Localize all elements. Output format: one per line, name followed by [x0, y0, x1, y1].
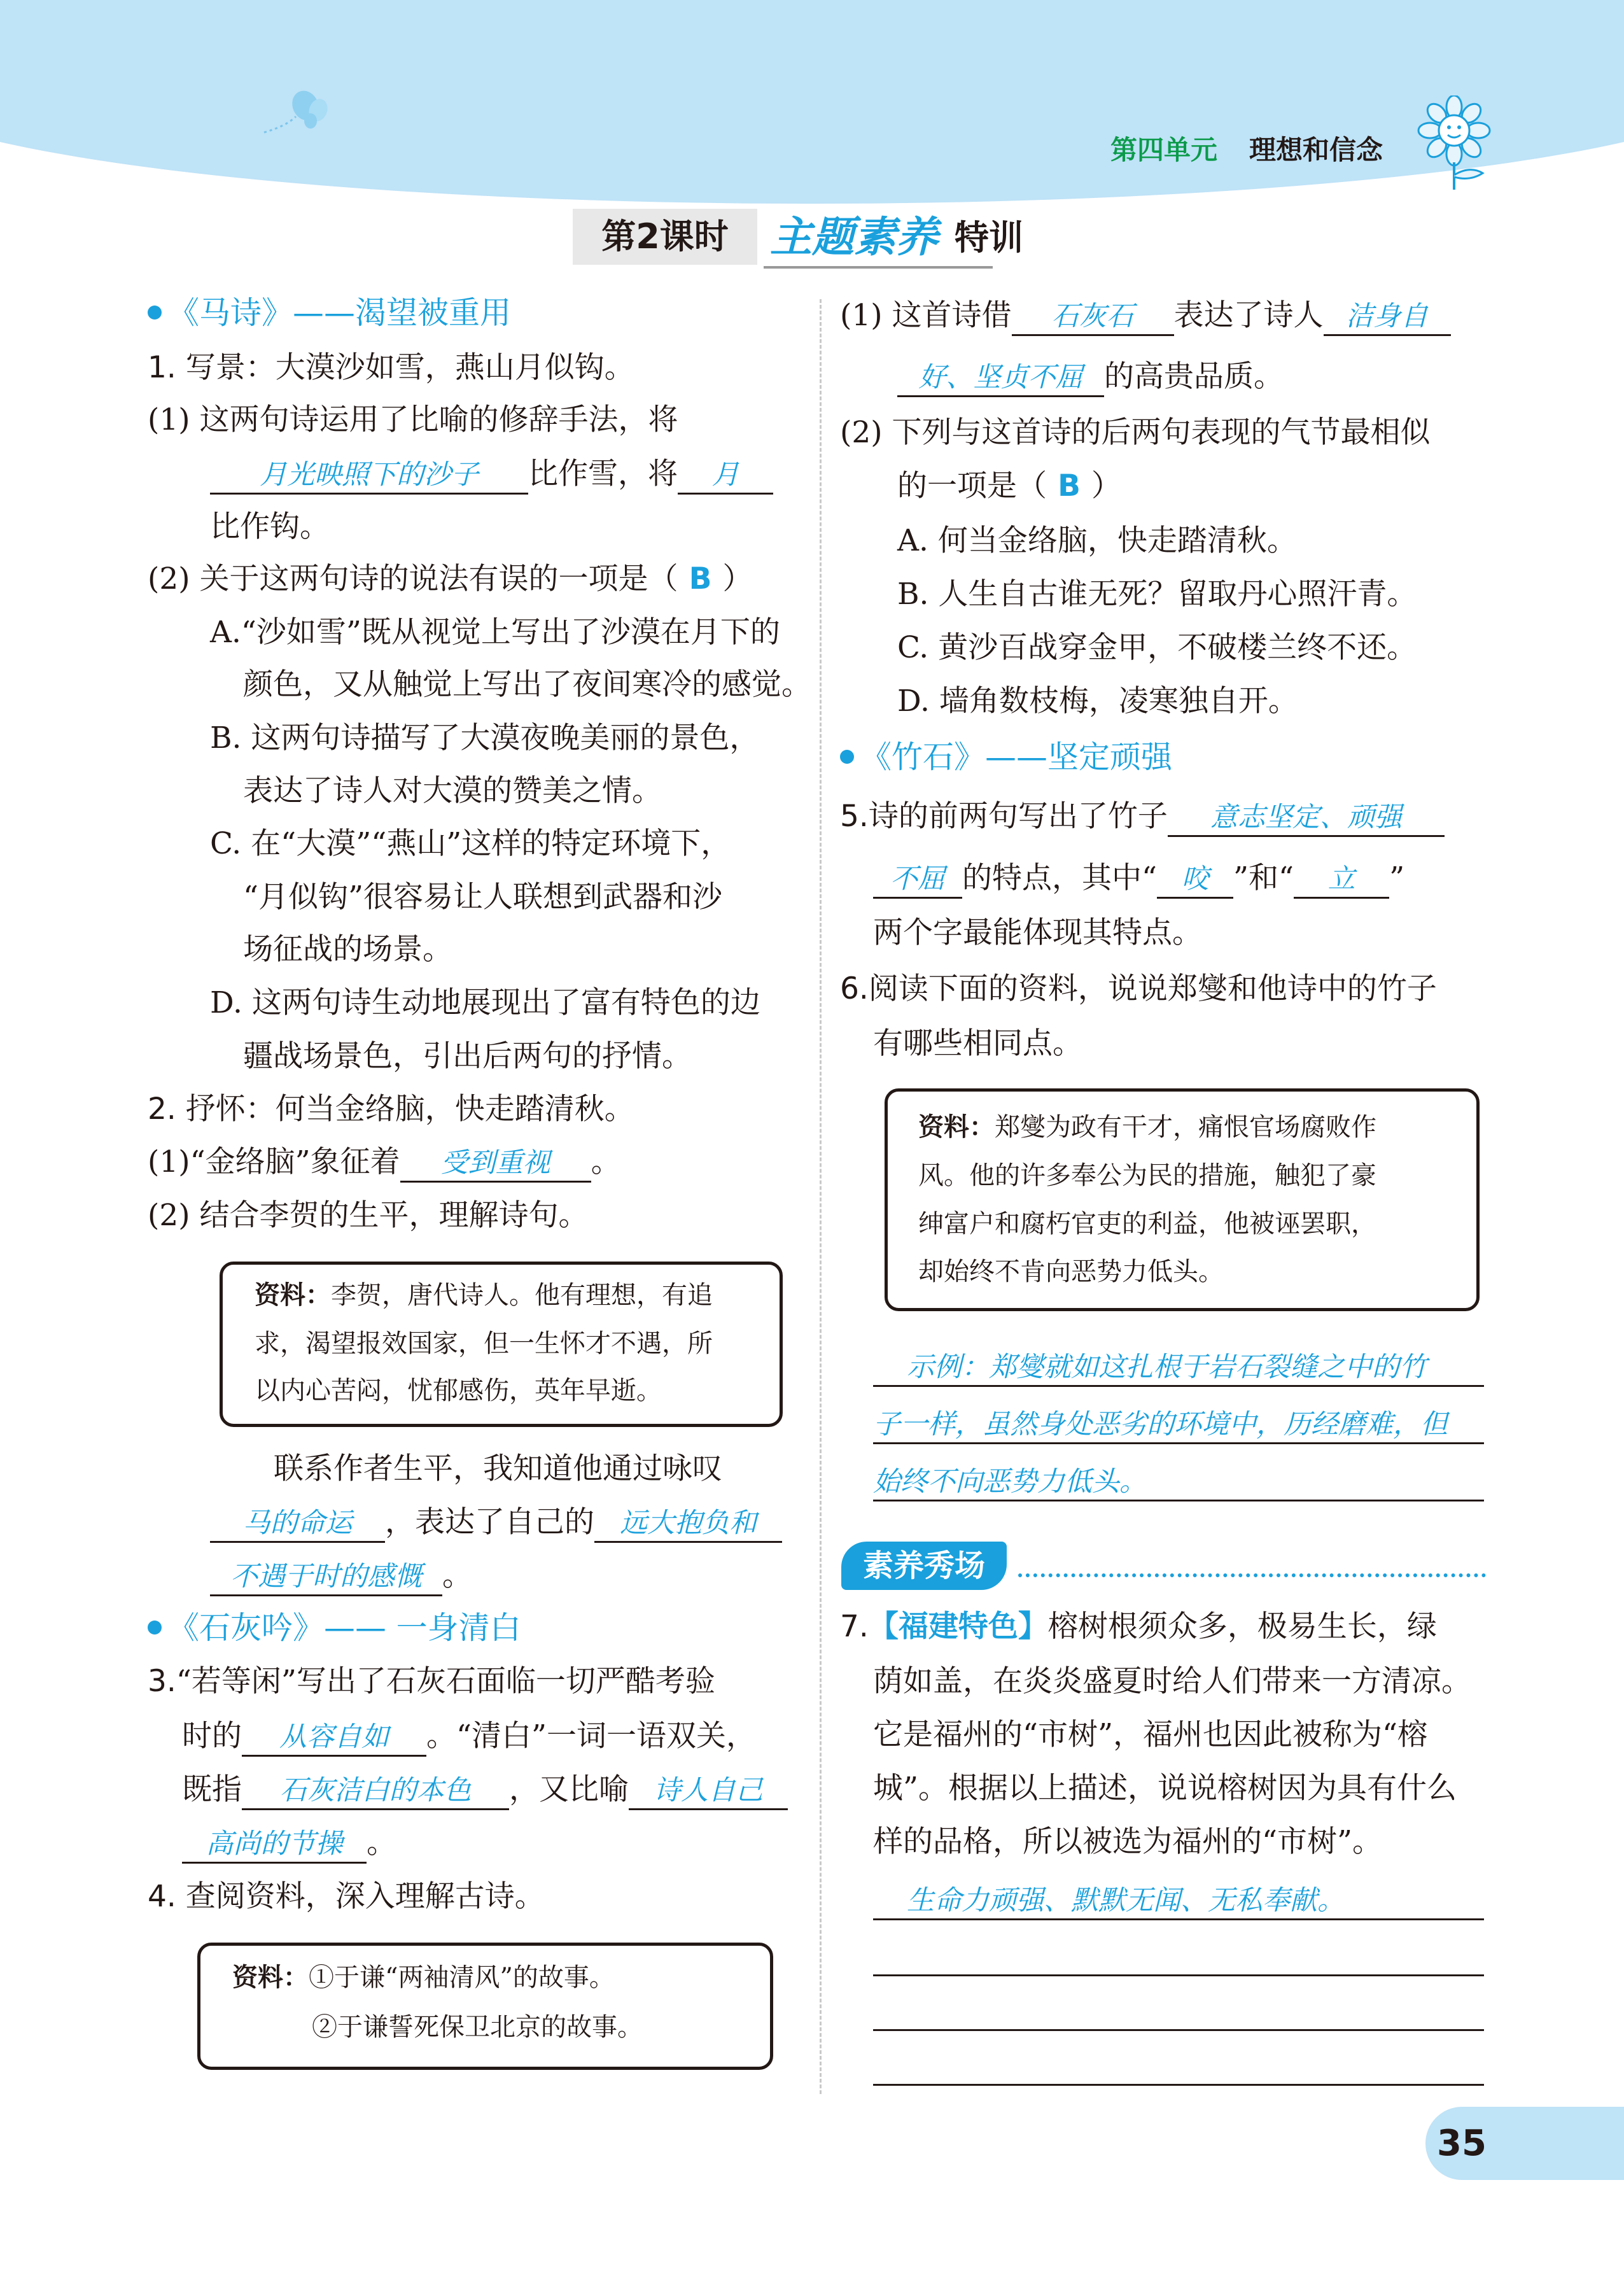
right-option-b: B. 人生自古谁无死？留取丹心照汗青。 — [897, 577, 1417, 612]
material-box-li-he: 资料：李贺，唐代诗人。他有理想，有追 求，渴望报效国家，但一生怀才不遇，所 以内心苦闷，忧郁感伤，英年早逝。 — [220, 1262, 783, 1427]
answer-q6-line-2: 子一样，虽然身处恶劣的环境中，历经磨难，但 — [873, 1409, 1448, 1440]
question-2-2: (2) 结合李贺的生平，理解诗句。 — [148, 1198, 589, 1233]
section-title-shi-hui-yin: 《石灰吟》—— 一身清白 — [148, 1609, 521, 1647]
answer-q6-line-3: 始终不向恶势力低头。 — [873, 1466, 1147, 1498]
question-1-1-end: 比作钩。 — [210, 509, 330, 544]
question-4-stem: 4. 查阅资料，深入理解古诗。 — [148, 1879, 545, 1914]
right-option-a: A. 何当金络脑，快走踏清秋。 — [897, 523, 1297, 558]
question-2-1: (1)“金络脑”象征着 受到重视 。 — [148, 1143, 621, 1183]
question-5-line-2: 不屈 的特点，其中“ 咬 ”和“ 立 ” — [873, 859, 1404, 899]
question-5-line-1: 5.诗的前两句写出了竹子 意志坚定、顽强 — [840, 798, 1445, 837]
sunflower-icon — [1416, 95, 1502, 191]
bullet-icon — [148, 306, 162, 320]
answer-blank[interactable]: 月光映照下的沙子 — [210, 457, 528, 495]
question-7-line-3: 它是福州的“市树”，福州也因此被称为“榕 — [873, 1717, 1428, 1752]
answer-blank[interactable]: 从容自如 — [242, 1719, 426, 1757]
choice-answer[interactable]: B — [1058, 468, 1081, 503]
question-2-3-line-1: 联系作者生平，我知道他通过咏叹 — [274, 1451, 722, 1486]
answer-blank[interactable]: 咬 — [1157, 861, 1233, 899]
answer-blank[interactable]: 诗人自己 — [629, 1773, 788, 1810]
right-option-c: C. 黄沙百战穿金甲，不破楼兰终不还。 — [897, 630, 1417, 665]
lesson-training: 特训 — [955, 218, 1023, 258]
question-7-line-4: 城”。根据以上描述，说说榕树因为具有什么 — [873, 1771, 1457, 1806]
answer-blank[interactable]: 受到重视 — [400, 1145, 591, 1183]
answer-blank[interactable]: 洁身自 — [1324, 299, 1451, 336]
option-a-line-1: A.“沙如雪”既从视觉上写出了沙漠在月下的 — [210, 615, 780, 650]
answer-q6-line-1: 示例：郑燮就如这扎根于岩石裂缝之中的竹 — [907, 1351, 1427, 1383]
option-c-line-1: C. 在“大漠”“燕山”这样的特定环境下， — [210, 826, 731, 861]
right-q2: (2) 下列与这首诗的后两句表现的气节最相似 — [840, 415, 1431, 450]
question-3-line-2: 时的 从容自如 。“清白”一词一语双关， — [182, 1717, 756, 1757]
lesson-heading — [573, 204, 1044, 271]
question-6-line-2: 有哪些相同点。 — [873, 1026, 1082, 1061]
question-1-2: (2) 关于这两句诗的说法有误的一项是（ B ） — [148, 560, 753, 598]
answer-q7: 生命力顽强、默默无闻、无私奉献。 — [907, 1885, 1345, 1916]
answer-line[interactable] — [873, 1918, 1484, 1920]
answer-blank[interactable]: 高尚的节操 — [182, 1826, 367, 1864]
bullet-icon — [148, 1621, 162, 1635]
answer-blank[interactable]: 不遇于时的感慨 — [210, 1559, 442, 1596]
question-3-line-1: 3.“若等闲”写出了石灰石面临一切严酷考验 — [148, 1664, 715, 1699]
question-6-line-1: 6.阅读下面的资料，说说郑燮和他诗中的竹子 — [840, 971, 1437, 1006]
answer-line[interactable] — [873, 1442, 1484, 1444]
option-c-line-2: “月似钩”很容易让人联想到武器和沙 — [243, 880, 723, 915]
question-3-line-3: 既指 石灰洁白的本色 ，又比喻 诗人自己 — [182, 1771, 788, 1810]
option-d-line-1: D. 这两句诗生动地展现出了富有特色的边 — [210, 985, 760, 1020]
option-c-line-3: 场征战的场景。 — [243, 932, 452, 967]
answer-line[interactable] — [873, 2029, 1484, 2031]
choice-answer[interactable]: B — [689, 561, 712, 596]
question-3-line-4: 高尚的节操 。 — [182, 1824, 396, 1864]
answer-blank[interactable]: 月 — [678, 457, 773, 495]
header-band — [0, 0, 1624, 204]
right-q2-line-2: 的一项是（ B ） — [897, 467, 1121, 505]
lesson-tag: 第2课时 — [573, 209, 757, 265]
question-5-line-3: 两个字最能体现其特点。 — [873, 915, 1202, 950]
answer-line[interactable] — [873, 2084, 1484, 2086]
butterfly-icon — [261, 81, 331, 142]
section-title-zhu-shi: 《竹石》——坚定顽强 — [840, 738, 1172, 777]
question-2-stem: 2. 抒怀：何当金络脑，快走踏清秋。 — [148, 1092, 634, 1127]
showcase-tag: 素养秀场 — [841, 1542, 1007, 1590]
answer-blank[interactable]: 立 — [1294, 861, 1389, 899]
answer-blank[interactable]: 好、坚贞不屈 — [897, 360, 1104, 397]
question-1-1: (1) 这两句诗运用了比喻的修辞手法，将 — [148, 402, 678, 437]
option-d-line-2: 疆战场景色，引出后两句的抒情。 — [243, 1039, 692, 1074]
lesson-theme: 主题素养 — [770, 213, 938, 262]
material-box-zheng-xie: 资料：郑燮为政有干才，痛恨官场腐败作 风。他的许多奉公为民的措施，触犯了豪 绅富户和腐朽官吏的利益，他被诬罢职， 却始终不肯向恶势力低头。 — [885, 1088, 1480, 1311]
question-1-1-blanks: 月光映照下的沙子 比作雪，将 月 — [210, 455, 773, 495]
answer-line[interactable] — [873, 1385, 1484, 1387]
answer-line[interactable] — [873, 1500, 1484, 1501]
answer-blank[interactable]: 马的命运 — [210, 1505, 385, 1543]
question-7-line-1: 7.【福建特色】榕树根须众多，极易生长，绿 — [840, 1609, 1437, 1644]
option-a-line-2: 颜色，又从触觉上写出了夜间寒冷的感觉。 — [243, 667, 811, 702]
question-7-line-2: 荫如盖，在炎炎盛夏时给人们带来一方清凉。 — [873, 1664, 1471, 1699]
answer-blank[interactable]: 不屈 — [873, 861, 962, 899]
answer-blank[interactable]: 远大抱负和 — [594, 1505, 782, 1543]
unit-title: 理想和信念 — [1249, 134, 1383, 165]
bullet-icon — [840, 750, 854, 764]
material-box-yu-qian: 资料：①于谦“两袖清风”的故事。 ②于谦誓死保卫北京的故事。 — [197, 1943, 773, 2070]
question-2-3-line-2: 马的命运 ，表达了自己的 远大抱负和 — [210, 1503, 782, 1543]
answer-blank[interactable]: 石灰洁白的本色 — [242, 1773, 509, 1810]
question-1-stem: 1. 写景：大漠沙如雪，燕山月似钩。 — [148, 350, 634, 385]
answer-blank[interactable]: 意志坚定、顽强 — [1168, 799, 1445, 837]
column-divider — [820, 299, 822, 2094]
option-b-line-1: B. 这两句诗描写了大漠夜晚美丽的景色， — [210, 721, 760, 756]
lesson-underline — [764, 266, 993, 269]
showcase-divider — [1018, 1573, 1486, 1577]
question-7-line-5: 样的品格，所以被选为福州的“市树”。 — [873, 1824, 1383, 1859]
unit-label: 第四单元 — [1110, 134, 1218, 165]
section-title-ma-shi: 《马诗》——渴望被重用 — [148, 294, 511, 332]
option-b-line-2: 表达了诗人对大漠的赞美之情。 — [243, 773, 662, 808]
right-q1: (1) 这首诗借 石灰石 表达了诗人 洁身自 — [840, 297, 1451, 336]
right-q1-line-2: 好、坚贞不屈 的高贵品质。 — [897, 358, 1284, 397]
question-2-3-line-3: 不遇于时的感慨 。 — [210, 1557, 472, 1596]
answer-blank[interactable]: 石灰石 — [1012, 299, 1174, 336]
answer-line[interactable] — [873, 1974, 1484, 1976]
page-number: 35 — [1437, 2123, 1487, 2164]
right-option-d: D. 墙角数枝梅，凌寒独自开。 — [897, 684, 1298, 719]
